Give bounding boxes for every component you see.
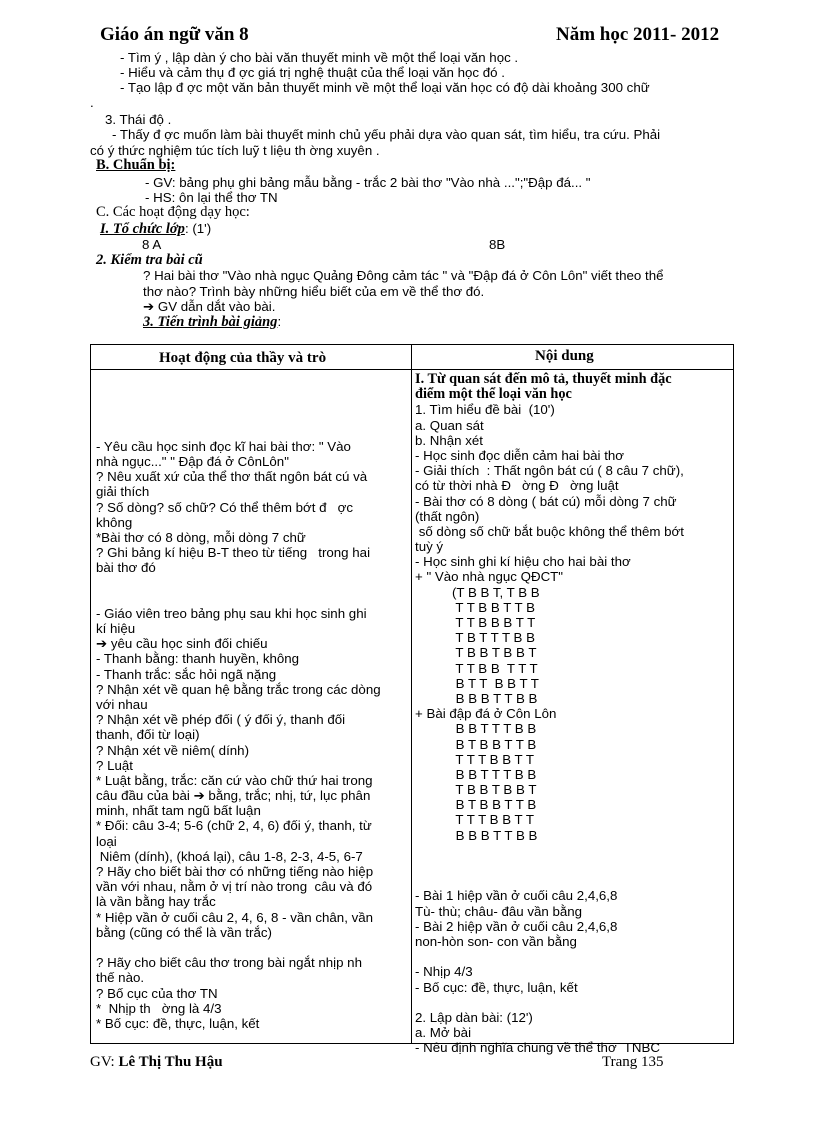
table-line: bằng (cũng có thể là vần trắc) [96,924,272,940]
table-line: a. Quan sát [415,417,484,433]
column-header-content: Nội dung [535,348,594,364]
table-line: ➔ yêu cầu học sinh đối chiếu [96,636,268,652]
table-line: 1. Tìm hiểu đề bài (10') [415,402,555,418]
column-divider [411,345,412,1043]
table-line: T B B T B B T [415,645,537,661]
objective-line: - Tạo lập đ ợc một văn bản thuyết minh về một thể loại văn học có độ dài khoảng 300 chữ [120,80,650,95]
footer-teacher [90,1054,223,1071]
school-year: Năm học 2011- 2012 [556,24,720,45]
table-line: B B B T T B B [415,690,538,706]
table-line: B B T T T B B [415,766,537,782]
table-line: T T B B T T T [415,660,538,676]
table-line: - Học sinh đọc diễn cảm hai bài thơ [415,447,625,463]
column-header-activities: Hoạt động của thầy và trò [159,350,327,366]
review-question: thơ nào? Trình bày những hiểu biết của em về thể thơ đó. [143,284,485,299]
table-line: ? Hãy cho biết bài thơ có những tiếng nào hiệp [96,864,374,879]
table-line: - Học sinh ghi kí hiệu cho hai bài thơ [415,554,631,570]
class-org-time: : (1') [184,221,212,236]
table-line [96,393,408,408]
table-line: * Hiệp vần ở cuối câu 2, 4, 6, 8 - vần chân, vần [96,909,374,925]
table-line: - Giải thích : Thất ngôn bát cú ( 8 câu 7 chữ), [415,463,684,479]
table-line: thế nào. [96,970,145,986]
table-line: ? Nhận xét về niêm( dính) [96,742,249,758]
table-line: ? Bố cục của thơ TN [96,985,218,1001]
table-line: ? Ghi bảng kí hiệu B-T theo từ tiếng trong hai [96,545,371,561]
prep-line: - HS: ôn lại thể thơ TN [145,190,278,205]
table-line [415,949,731,964]
content-title: I. Từ quan sát đến mô tả, thuyết minh đặc [415,371,672,387]
table-line: với nhau [96,696,148,712]
table-line [96,424,408,439]
table-line: T B B T B B T [415,782,537,798]
table-line [96,575,408,590]
table-line: ? Nhận xét về phép đối ( ý đối ý, thanh đối [96,712,346,728]
content-lines [415,402,731,1055]
table-line: kí hiệu [96,621,136,636]
header-divider [91,369,733,370]
table-line: ? Nhận xét về quan hệ bằng trắc trong các dòng [96,681,381,697]
table-line: B B T T T B B [415,721,537,737]
table-line: ? Nêu xuất xứ của thể thơ thất ngôn bát cú và [96,469,368,485]
table-line: - Nhịp 4/3 [415,964,473,980]
table-line [415,843,731,858]
attitude-line: có ý thức nghiệm túc tích luỹ t liệu th ờng xuyên . [90,143,380,158]
arrow-icon: ➔ [143,300,155,315]
table-line [415,873,731,888]
table-line: B T B B T T B [415,736,537,752]
table-line: - Thanh trắc: sắc hỏi ngã nặng [96,666,277,682]
table-line: ? Hãy cho biết câu thơ trong bài ngắt nhịp nh [96,955,362,971]
table-line: số dòng số chữ bắt buộc không thể thêm bớt [415,523,684,539]
table-line: B T B B T T B [415,797,537,813]
table-line: tuỳ ý [415,539,444,555]
table-line: T B T T T B B [415,630,535,646]
table-line [96,378,408,393]
table-line: non-hòn son- con vần bằng [415,933,577,949]
activities-column [96,378,408,1031]
class-org-label: I. Tổ chức lớp [100,221,185,237]
table-line [96,940,408,955]
table-line: không [96,514,133,530]
table-line: minh, nhất tam ngũ bất luận [96,803,261,819]
lesson-progress-heading [143,313,281,331]
table-line [96,408,408,423]
table-line [415,858,731,873]
table-line: * Nhịp th ờng là 4/3 [96,1000,222,1016]
table-line: - Bài 1 hiệp vần ở cuối câu 2,4,6,8 [415,888,618,904]
content-title: điểm một thể loại văn học [415,386,572,403]
review-question: ? Hai bài thơ "Vào nhà ngục Quảng Đông cảm tác " và "Đập đá ở Côn Lôn" viết theo thể [143,268,664,283]
class-b: 8B [489,237,506,252]
table-line: ? Luật [96,757,133,773]
class-a: 8 A [142,237,162,252]
table-line: 2. Lập dàn bài: (12') [415,1009,533,1025]
table-line: * Đối: câu 3-4; 5-6 (chữ 2, 4, 6) đối ý, thanh, từ [96,818,372,834]
table-line: - Thanh bằng: thanh huyền, không [96,651,300,667]
content-column [415,372,731,1055]
table-line: (T B B T, T B B [415,584,540,600]
teacher-label: GV: [90,1054,119,1070]
lesson-progress-colon: : [277,314,282,329]
table-line: Niêm (dính), (khoá lại), câu 1-8, 2-3, 4-5, 6-7 [96,848,363,864]
table-line: - Bài 2 hiệp vần ở cuối câu 2,4,6,8 [415,918,618,934]
lesson-progress-label: 3. Tiến trình bài giảng [143,314,278,330]
table-line: giải thích [96,484,150,500]
table-line: B B B T T B B [415,827,538,843]
table-line: loại [96,833,117,849]
table-line: * Luật bằng, trắc: căn cứ vào chữ thứ hai trong [96,772,373,788]
objective-line: - Hiểu và cảm thụ đ ợc giá trị nghệ thuật của thể loại văn học đó . [120,65,505,80]
section-heading: 2. Kiểm tra bài cũ [96,252,203,268]
lesson-table [90,344,734,1056]
table-line [415,995,731,1010]
table-line: B T T B B T T [415,675,539,691]
table-line: + " Vào nhà ngục QĐCT" [415,569,564,585]
objective-line: - Tìm ý , lập dàn ý cho bài văn thuyết minh về một thể loại văn học . [120,50,519,65]
table-line: b. Nhận xét [415,432,484,448]
table-line: - Nêu định nghĩa chung về thể thơ TNBC [415,1040,661,1056]
table-line: + Bài đập đá ở Côn Lôn [415,706,557,722]
table-line: - Bố cục: đề, thực, luận, kết [415,979,578,995]
table-line: là vần bằng hay trắc [96,894,216,910]
page-number: Trang 135 [602,1054,664,1070]
table-line: - Giáo viên treo bảng phụ sau khi học sinh ghi [96,605,367,621]
table-line: bài thơ đó [96,560,156,576]
table-line: * Bố cục: đề, thực, luận, kết [96,1015,260,1031]
table-line: T T T B B T T [415,812,534,828]
table-line: *Bài thơ có 8 dòng, mỗi dòng 7 chữ [96,529,306,545]
document-title: Giáo án ngữ văn 8 [100,24,249,45]
table-line: T T T B B T T [415,751,534,767]
table-line: a. Mở bài [415,1025,472,1041]
table-line: câu đầu của bài ➔ bằng, trắc; nhị, tứ, lục phân [96,788,371,804]
table-line: - Yêu cầu học sinh đọc kĩ hai bài thơ: " Vào [96,438,351,454]
table-line: (thất ngôn) [415,508,480,524]
section-heading: C. Các hoạt động dạy học: [96,204,250,220]
objective-line: . [90,95,94,110]
table-line: vần với nhau, nằm ở vị trí nào trong câu và đó [96,879,373,895]
table-line: có từ thời nhà Đ ờng Đ ờng luật [415,478,619,494]
table-line: Tù- thù; châu- đâu vần bằng [415,903,583,919]
table-line: thanh, đối từ loại) [96,727,200,743]
lead-in-text: GV dẫn dắt vào bài. [154,299,276,314]
prep-line: - GV: bảng phụ ghi bảng mẫu bằng - trắc 2 bài thơ "Vào nhà ...";"Đập đá... " [145,175,591,190]
table-line: ? Số dòng? số chữ? Có thể thêm bớt đ ợc [96,499,353,515]
table-line: - Bài thơ có 8 dòng ( bát cú) mỗi dòng 7 chữ [415,493,677,509]
section-heading: B. Chuẩn bị: [96,157,176,173]
section-heading: 3. Thái độ . [105,112,172,127]
teacher-name: Lê Thị Thu Hậu [118,1054,223,1070]
table-line [96,591,408,606]
table-line: T T B B B T T [415,615,536,630]
attitude-line: - Thấy đ ợc muốn làm bài thuyết minh chủ yếu phải dựa vào quan sát, tìm hiểu, tra cứu. Phải [112,127,661,142]
table-line: T T B B T T B [415,599,535,615]
table-line: nhà ngục..." " Đập đá ở CônLôn" [96,453,289,469]
class-org-heading [100,220,211,238]
